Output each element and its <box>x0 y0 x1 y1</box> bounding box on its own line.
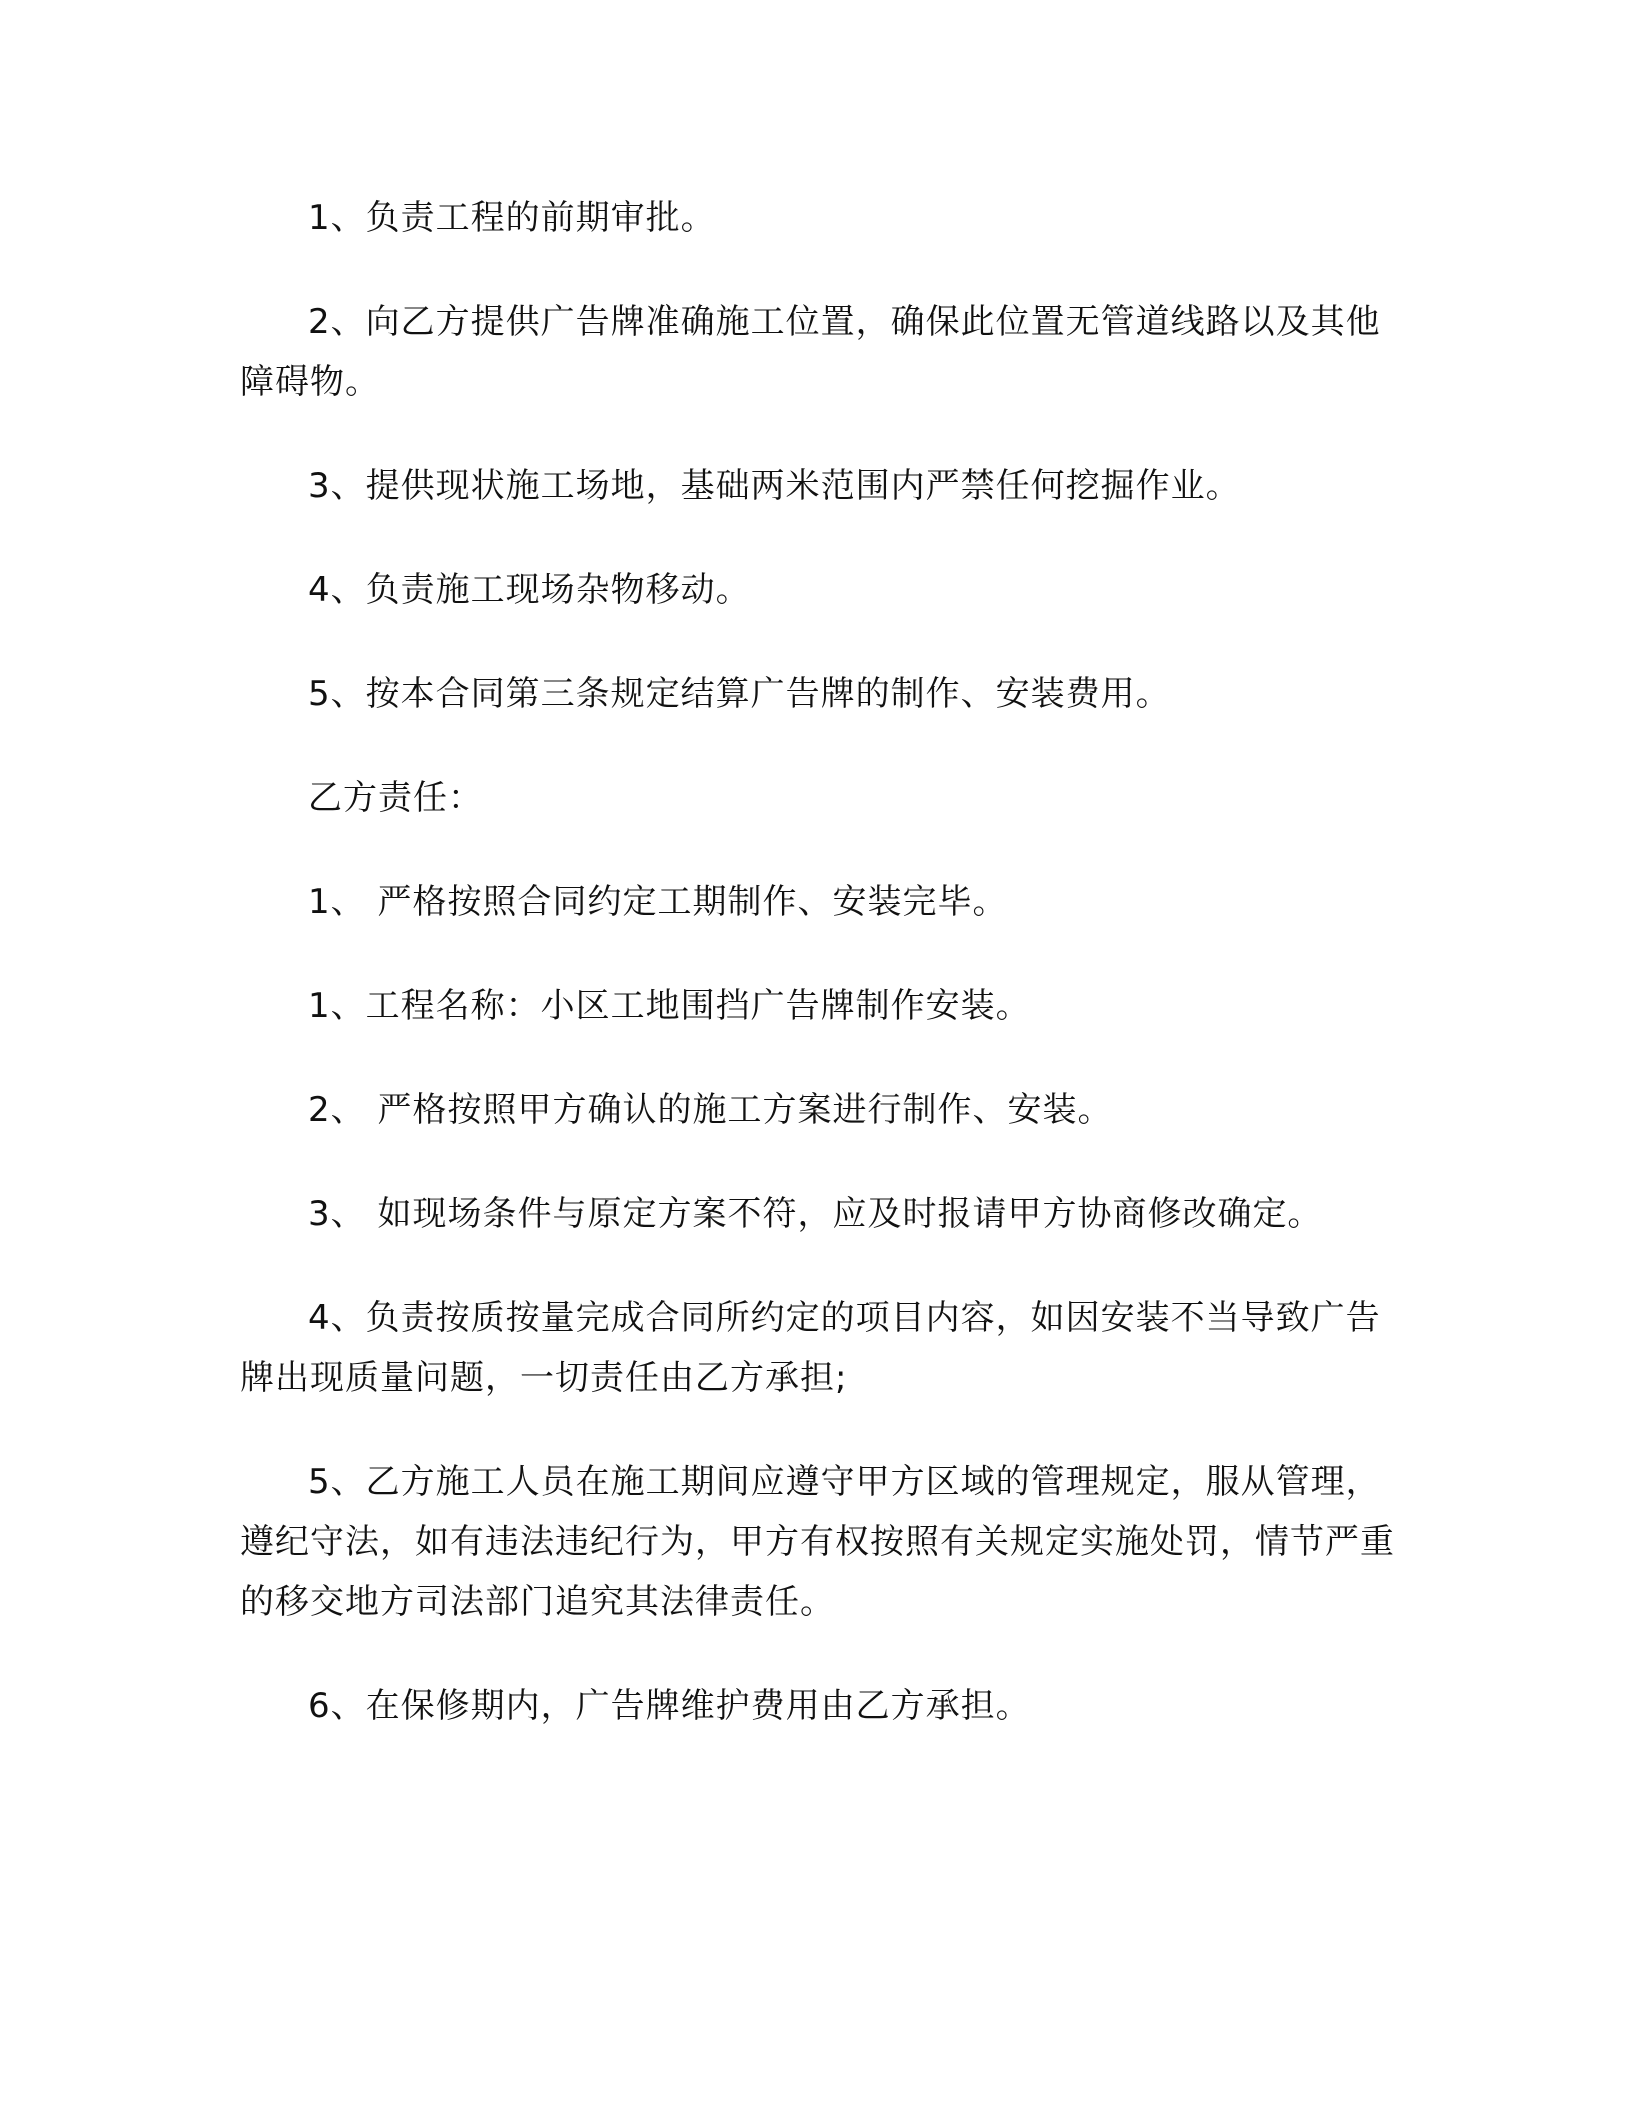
paragraph-4: 4、负责施工现场杂物移动。 <box>308 570 751 610</box>
paragraph-7: 1、工程名称：小区工地围挡广告牌制作安装。 <box>308 986 1031 1026</box>
paragraph-3: 3、提供现状施工场地，基础两米范围内严禁任何挖掘作业。 <box>308 466 1241 506</box>
paragraph-8: 2、 严格按照甲方确认的施工方案进行制作、安装。 <box>308 1090 1113 1130</box>
section-heading-party-b: 乙方责任： <box>308 778 483 818</box>
paragraph-5: 5、按本合同第三条规定结算广告牌的制作、安装费用。 <box>308 674 1171 714</box>
paragraph-12: 6、在保修期内，广告牌维护费用由乙方承担。 <box>308 1686 1031 1726</box>
paragraph-10: 4、负责按质按量完成合同所约定的项目内容，如因安装不当导致广告牌出现质量问题，一切责任由乙方承担; <box>240 1298 1381 1398</box>
paragraph-6: 1、 严格按照合同约定工期制作、安装完毕。 <box>308 882 1008 922</box>
paragraph-11: 5、乙方施工人员在施工期间应遵守甲方区域的管理规定，服从管理，遵纪守法，如有违法违纪行为，甲方有权按照有关规定实施处罚，情节严重的移交地方司法部门追究其法律责任。 <box>240 1462 1395 1622</box>
paragraph-1: 1、负责工程的前期审批。 <box>308 198 716 238</box>
paragraph-2: 2、向乙方提供广告牌准确施工位置，确保此位置无管道线路以及其他障碍物。 <box>240 302 1381 402</box>
document-body <box>240 188 1410 1780</box>
paragraph-9: 3、 如现场条件与原定方案不符，应及时报请甲方协商修改确定。 <box>308 1194 1323 1234</box>
